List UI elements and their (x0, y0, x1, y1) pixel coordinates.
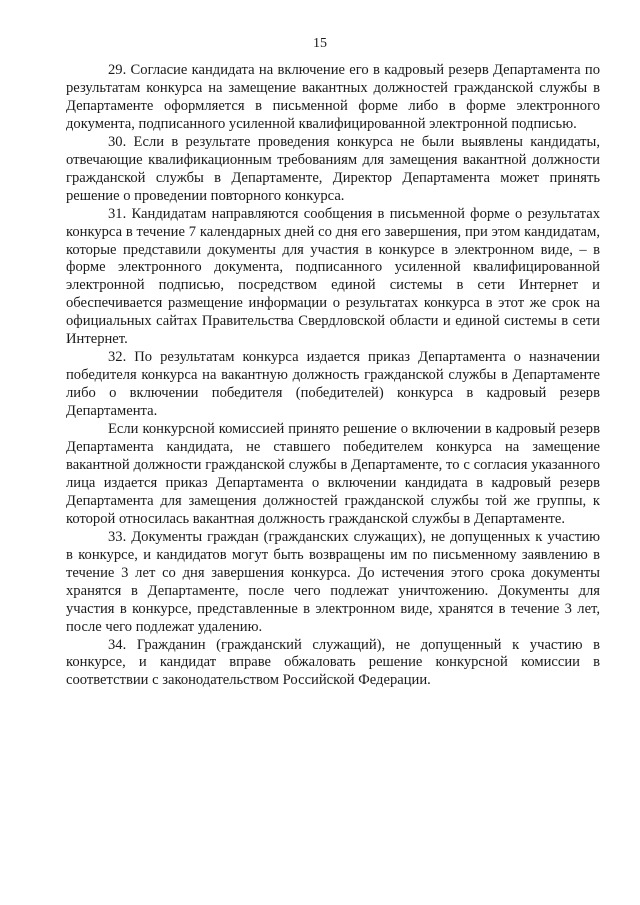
paragraph-33: 33. Документы граждан (гражданских служащих), не допущенных к участию в конкурсе, и кандидатов могут быть возвращены им по письменному заявлению в течение 3 лет со дня завершения конкурса. До истечения этого срока документы хранятся в Департаменте, после чего подлежат уничтожению. Документы для участия в конкурсе, представленные в электронном виде, хранятся в течение 3 лет, после чего подлежат удалению. (66, 528, 600, 635)
document-body (66, 62, 600, 690)
paragraph-32-continued: Если конкурсной комиссией принято решение о включении в кадровый резерв Департамента кандидата, не ставшего победителем конкурса на замещение вакантной должности гражданской службы в Департаменте, то с согласия указанного лица издается приказ Департамента о включении кандидата в кадровый резерв Департамента для замещения должностей гражданской службы той же группы, к которой относилась вакантная должность гражданской службы в Департаменте. (66, 421, 600, 527)
paragraph-30: 30. Если в результате проведения конкурса не были выявлены кандидаты, отвечающие квалификационным требованиям для замещения вакантной должности гражданской службы в Департаменте, Директор Департамента может принять решение о проведении повторного конкурса. (66, 133, 600, 204)
paragraph-31: 31. Кандидатам направляются сообщения в письменной форме о результатах конкурса в течение 7 календарных дней со дня его завершения, при этом кандидатам, которые представили документы для участия в конкурсе в электронном виде, – в форме электронного документа, подписанного усиленной квалифицированной электронной подписью, посредством единой системы в сети Интернет и обеспечивается размещение информации о результатах конкурса в этот же срок на официальных сайтах Правительства Свердловской области и единой системы в сети Интернет. (66, 205, 600, 348)
paragraph-29: 29. Согласие кандидата на включение его в кадровый резерв Департамента по результатам конкурса на замещение вакантных должностей гражданской службы в Департаменте оформляется в письменной форме либо в форме электронного документа, подписанного усиленной квалифицированной электронной подписью. (66, 62, 600, 132)
paragraph-32: 32. По результатам конкурса издается приказ Департамента о назначении победителя конкурса на вакантную должность гражданской службы в Департаменте либо о включении победителя (победителей) конкурса в кадровый резерв Департамента. (66, 349, 600, 420)
page-number: 15 (313, 36, 327, 51)
paragraph-34: 34. Гражданин (гражданский служащий), не допущенный к участию в конкурсе, и кандидат вправе обжаловать решение конкурсной комиссии в соответствии с законодательством Российской Федерации. (66, 636, 600, 689)
